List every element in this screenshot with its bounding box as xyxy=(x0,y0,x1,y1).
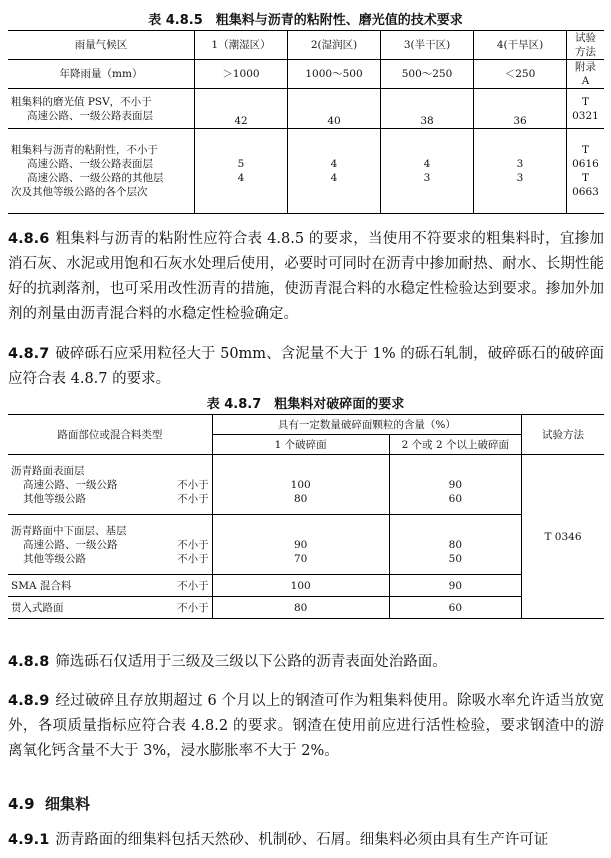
table-row: 沥青路面中下面层、基层 高速公路、一级公路 不小于 其他等级公路 不小于 90 70 80 50 xyxy=(8,515,604,575)
section-heading-4-9: 4.9 细集料 xyxy=(8,795,91,813)
table-row: 沥青路面表面层 高速公路、一级公路 不小于 其他等级公路 不小于 100 80 90 60 T 0346 xyxy=(8,455,604,515)
paragraph-4-8-6: 4.8.6 粗集料与沥青的粘附性应符合表 4.8.5 的要求，当使用不符要求的粗集料时，宜掺加消石灰、水泥或用饱和石灰水处理后使用，必要时可同时在沥青中掺加耐热、耐水、长期性能好的抗剥落剂，也可采用改性沥青的措施，使沥青混合料的水稳定性检验达到要求。掺加外加剂的剂量由沥青混合料的水稳定性检验确定。 xyxy=(8,231,604,322)
table-row: 贯入式路面 不小于 80 60 xyxy=(8,597,604,619)
table-row: 粗集料的磨光值 PSV，不小于 高速公路、一级公路表面层 42 40 38 36 T 0321 xyxy=(8,89,604,129)
table-row: 粗集料与沥青的粘附性，不小于 高速公路、一级公路表面层 高速公路、一级公路的其他层 次及其他等级公路的各个层次 5 4 4 4 4 3 3 3 T 0616 T 0663 xyxy=(8,129,604,214)
table-row: 雨量气候区 1（潮湿区） 2(湿润区) 3(半干区) 4(干旱区) 试验方法 xyxy=(8,31,604,60)
paragraph-4-8-9: 4.8.9 经过破碎且存放期超过 6 个月以上的钢渣可作为粗集料使用。除吸水率允许适当放宽外，各项质量指标应符合表 4.8.2 的要求。钢渣在使用前应进行活性检验，要求钢渣中的游离氧化钙含量不大于 3%，浸水膨胀率不大于 2%。 xyxy=(8,693,604,759)
table-4-8-7 xyxy=(8,414,604,619)
paragraph-4-8-7: 4.8.7 破碎砾石应采用粒径大于 50mm、含泥量不大于 1% 的砾石轧制，破碎砾石的破碎面应符合表 4.8.7 的要求。 xyxy=(8,346,604,387)
table-row: SMA 混合料 不小于 100 90 xyxy=(8,575,604,597)
table-row: 年降雨量（mm） ＞1000 1000～500 500～250 ＜250 附录 A xyxy=(8,60,604,89)
table-4-8-5 xyxy=(8,30,604,214)
table-row: 路面部位或混合料类型 具有一定数量破碎面颗粒的含量（%） 试验方法 xyxy=(8,415,604,435)
table-4-8-5-caption: 表 4.8.5 粗集料与沥青的粘附性、磨光值的技术要求 xyxy=(148,13,463,28)
paragraph-4-9-1: 4.9.1 沥青路面的细集料包括天然砂、机制砂、石屑。细集料必须由具有生产许可证 xyxy=(8,832,549,848)
paragraph-4-8-8: 4.8.8 筛选砾石仅适用于三级及三级以下公路的沥青表面处治路面。 xyxy=(8,654,447,670)
table-row: 1 个破碎面 2 个或 2 个以上破碎面 xyxy=(8,435,604,455)
table-4-8-7-caption: 表 4.8.7 粗集料对破碎面的要求 xyxy=(206,397,405,412)
